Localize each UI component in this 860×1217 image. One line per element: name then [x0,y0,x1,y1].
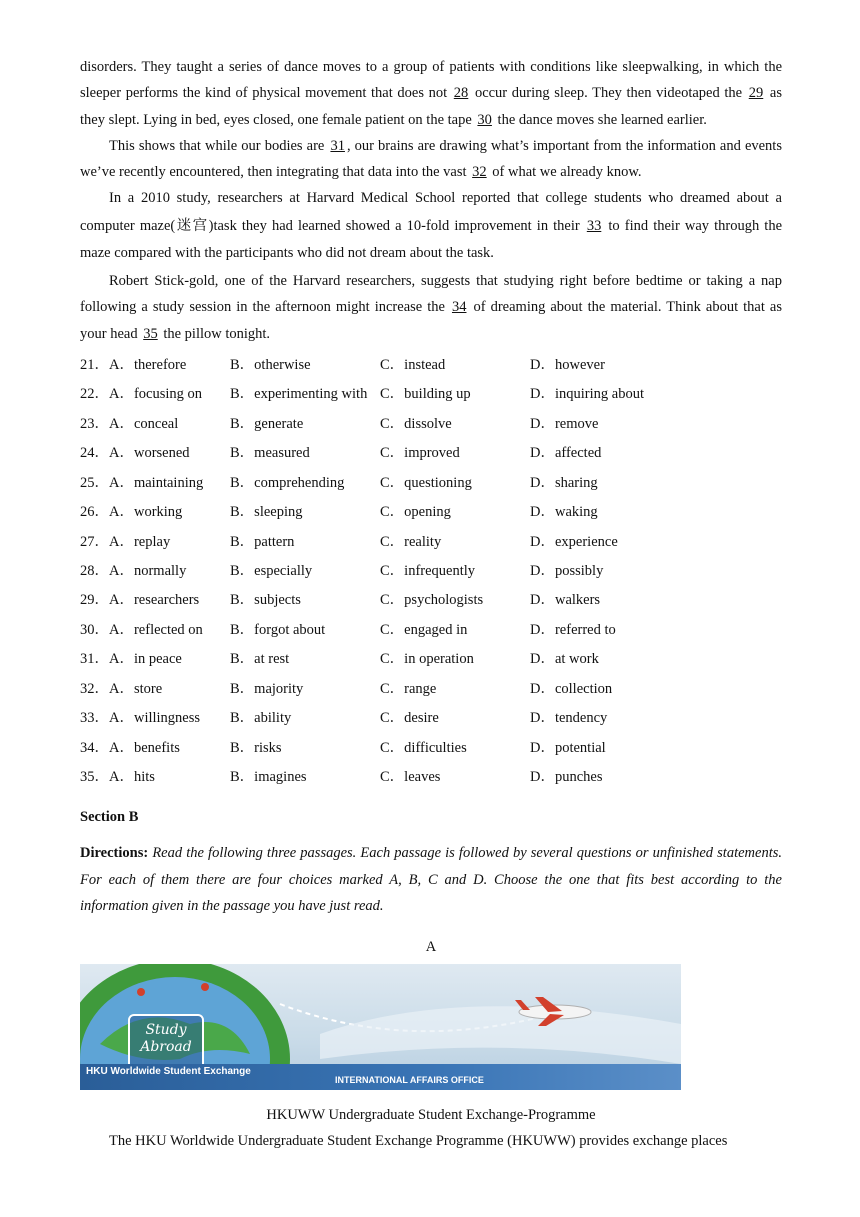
passage-paragraph-4 [80,268,782,347]
option-a: 21．A．therefore [80,356,187,373]
passage-paragraph-3 [80,185,782,268]
option-a: 25．A．maintaining [80,474,204,491]
option-a: 26．A．working [80,504,183,521]
blank-34: 34 [451,299,467,316]
option-b: B．imagines [230,769,307,785]
option-a: 23．A．conceal [80,415,179,432]
option-d: D．punches [530,769,603,785]
blank-28: 28 [453,85,469,102]
option-row [80,616,782,645]
option-row [80,380,782,409]
option-d: D．waking [530,504,598,521]
option-b: B．sleeping [230,504,303,521]
swoosh-shape [320,1006,681,1064]
text: of what we already know. [488,164,642,181]
option-c: C．dissolve [380,415,452,432]
option-d: D．referred to [530,621,616,638]
option-a: 31．A．in peace [80,651,182,668]
option-b: B．pattern [230,533,295,550]
passage-title: HKUWW Undergraduate Student Exchange-Programme [266,1106,596,1123]
option-c: C．building up [380,386,471,403]
option-d: D．however [530,356,605,373]
text: to find their way through the maze compared with the participants who did not dream about the task. [80,217,783,262]
text: as they slept. Lying in bed, eyes closed, one female patient on the tape [80,85,782,128]
option-c: C．instead [380,356,446,373]
option-d: D．remove [530,415,599,432]
text: of dreaming about the material. Think about that as your head [80,299,782,342]
passage-letter: A [425,938,437,955]
option-row [80,469,782,498]
option-c: C．desire [380,710,439,727]
option-row [80,498,782,527]
option-d: D．experience [530,533,618,550]
text: occur during sleep. They then videotaped the [470,85,747,102]
text: , our brains are drawing what’s important from the information and events we’ve recently encountered, then integrating that data into the vast [80,137,782,181]
directions [80,840,782,919]
option-d: D．sharing [530,474,598,491]
option-a: 30．A．reflected on [80,621,203,638]
option-d: D．affected [530,445,602,462]
option-row [80,734,782,763]
option-d: D．collection [530,680,613,697]
logo-line-1: Study [145,1021,187,1038]
banner-caption-left: HKU Worldwide Student Exchange [86,1065,251,1077]
option-c: C．leaves [380,769,441,785]
passage-first-line: The HKU Worldwide Undergraduate Student Exchange Programme (HKUWW) provides exchange places [109,1132,728,1149]
option-c: C．reality [380,533,442,550]
text: the pillow tonight. [159,325,271,342]
answer-options [80,351,782,793]
option-row [80,645,782,674]
option-d: D．inquiring about [530,386,644,403]
option-b: B．especially [230,562,313,579]
option-c: C．opening [380,504,451,521]
option-a: 33．A．willingness [80,710,201,727]
option-row [80,675,782,704]
blank-30: 30 [477,111,492,128]
option-d: D．possibly [530,562,604,579]
text: This shows that while our bodies are [109,137,329,154]
map-pin-icon [201,983,209,991]
option-row [80,586,782,615]
passage-paragraph-2 [80,133,782,186]
map-pin-icon [137,988,145,996]
option-b: B．measured [230,445,310,462]
option-row [80,351,782,380]
passage-paragraph-1 [80,54,782,133]
option-b: B．majority [230,680,304,697]
option-c: C．range [380,680,437,697]
option-row [80,528,782,557]
blank-33: 33 [586,217,602,234]
directions-text: Read the following three passages. Each passage is followed by several questions or unfinished statements. For each of them there are four choices marked A, B, C and D. Choose the one that fits best according to the information given in the passage you have just read. [80,845,782,915]
option-d: D．walkers [530,592,601,609]
option-b: B．ability [230,710,292,727]
option-b: B．generate [230,415,304,432]
option-row [80,410,782,439]
option-c: C．questioning [380,474,472,491]
text: disorders. They taught a series of dance moves to a group of patients with conditions like sleepwalking, in which the sleeper performs the kind of physical movement that does not [80,59,782,102]
option-b: B．subjects [230,592,301,609]
blank-32: 32 [472,164,487,181]
option-c: C．improved [380,445,460,462]
option-d: D．tendency [530,710,608,727]
option-a: 27．A．replay [80,533,171,550]
option-d: D．at work [530,651,599,668]
option-b: B．otherwise [230,356,311,373]
blank-29: 29 [748,85,764,102]
option-row [80,704,782,733]
option-row [80,557,782,586]
option-d: D．potential [530,739,606,756]
option-c: C．infrequently [380,562,476,579]
option-row [80,439,782,468]
section-heading: Section B [80,809,139,826]
directions-label: Directions: [80,845,149,862]
option-a: 34．A．benefits [80,739,180,756]
option-a: 28．A．normally [80,562,187,579]
option-row [80,763,782,792]
option-a: 24．A．worsened [80,445,190,462]
text: In a 2010 study, researchers at Harvard Medical School reported that college students who dreamed about a computer maze(迷宫)task they had learned showed a 10-fold improvement in their [80,190,782,234]
option-a: 22．A．focusing on [80,386,203,403]
option-b: B．comprehending [230,474,345,491]
document-page [80,54,782,1154]
option-a: 32．A．store [80,680,163,697]
study-abroad-banner [80,964,681,1090]
blank-31: 31 [330,137,345,154]
text: Robert Stick-gold, one of the Harvard researchers, suggests that studying right before bedtime or taking a nap following a study session in the afternoon might increase the [80,272,782,316]
option-b: B．experimenting with [230,386,368,403]
option-c: C．in operation [380,651,474,668]
option-a: 29．A．researchers [80,592,200,609]
blank-35: 35 [143,325,158,342]
option-b: B．at rest [230,651,290,668]
option-a: 35．A．hits [80,769,155,785]
study-abroad-logo [128,1014,204,1070]
text: the dance moves she learned earlier. [493,111,707,128]
option-b: B．forgot about [230,621,326,638]
option-c: C．engaged in [380,621,468,638]
option-b: B．risks [230,739,282,756]
option-c: C．psychologists [380,592,484,609]
banner-caption-right: INTERNATIONAL AFFAIRS OFFICE [335,1074,484,1085]
logo-line-2: Abroad [140,1038,192,1055]
option-c: C．difficulties [380,739,467,756]
